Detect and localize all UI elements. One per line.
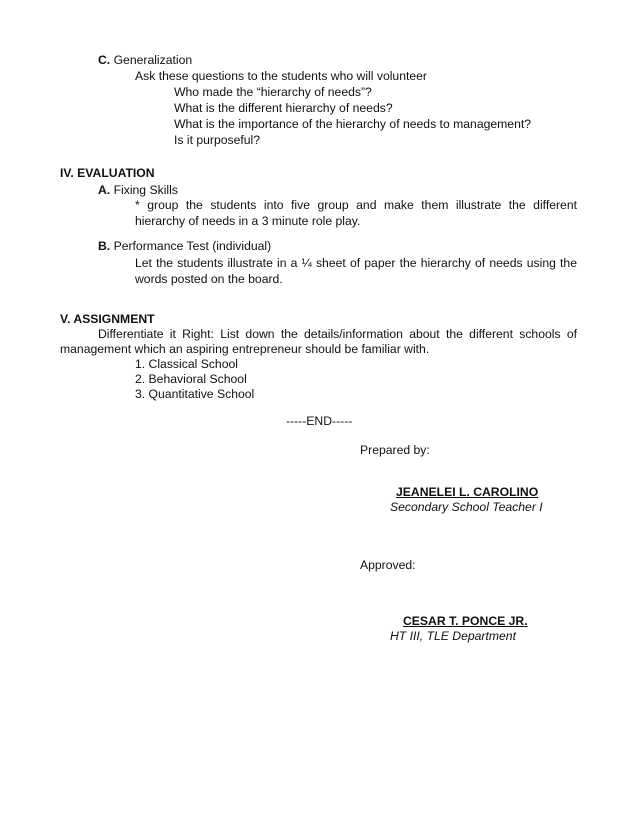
performance-test-title: Performance Test (individual) (113, 239, 272, 253)
generalization-title: Generalization (113, 53, 193, 67)
generalization-letter: C. (98, 53, 111, 67)
performance-test-line-1: Let the students illustrate in a ¼ sheet of paper the hierarchy of needs using the (135, 256, 577, 270)
assignment-item-2: 2. Behavioral School (135, 372, 247, 386)
approved-by-position: HT III, TLE Department (390, 629, 516, 643)
end-marker: -----END----- (286, 414, 353, 428)
question-3: What is the importance of the hierarchy of needs to management? (174, 117, 532, 131)
performance-test-heading (98, 239, 271, 254)
fixing-skills-heading (98, 183, 178, 198)
prepared-by-label: Prepared by: (360, 443, 430, 457)
fixing-skills-line-2: hierarchy of needs in a 3 minute role play. (135, 214, 361, 228)
generalization-intro: Ask these questions to the students who will volunteer (135, 69, 427, 83)
approved-by-name: CESAR T. PONCE JR. (403, 614, 528, 628)
question-2: What is the different hierarchy of needs? (174, 101, 393, 115)
assignment-item-1: 1. Classical School (135, 357, 238, 371)
fixing-skills-title: Fixing Skills (113, 183, 178, 197)
generalization-heading (98, 53, 192, 68)
question-4: Is it purposeful? (174, 133, 261, 147)
assignment-item-3: 3. Quantitative School (135, 387, 255, 401)
prepared-by-name: JEANELEI L. CAROLINO (396, 485, 539, 499)
evaluation-heading: IV. EVALUATION (60, 166, 155, 180)
assignment-line-2: management which an aspiring entrepreneur should be familiar with. (60, 342, 430, 356)
fixing-skills-letter: A. (98, 183, 111, 197)
performance-test-line-2: words posted on the board. (135, 272, 283, 286)
assignment-line-1: Differentiate it Right: List down the details/information about the different schools of (98, 327, 577, 341)
performance-test-letter: B. (98, 239, 111, 253)
fixing-skills-line-1: * group the students into five group and make them illustrate the different (135, 198, 577, 212)
approved-label: Approved: (360, 558, 416, 572)
prepared-by-position: Secondary School Teacher I (390, 500, 543, 514)
assignment-heading: V. ASSIGNMENT (60, 312, 155, 326)
question-1: Who made the “hierarchy of needs”? (174, 85, 372, 99)
